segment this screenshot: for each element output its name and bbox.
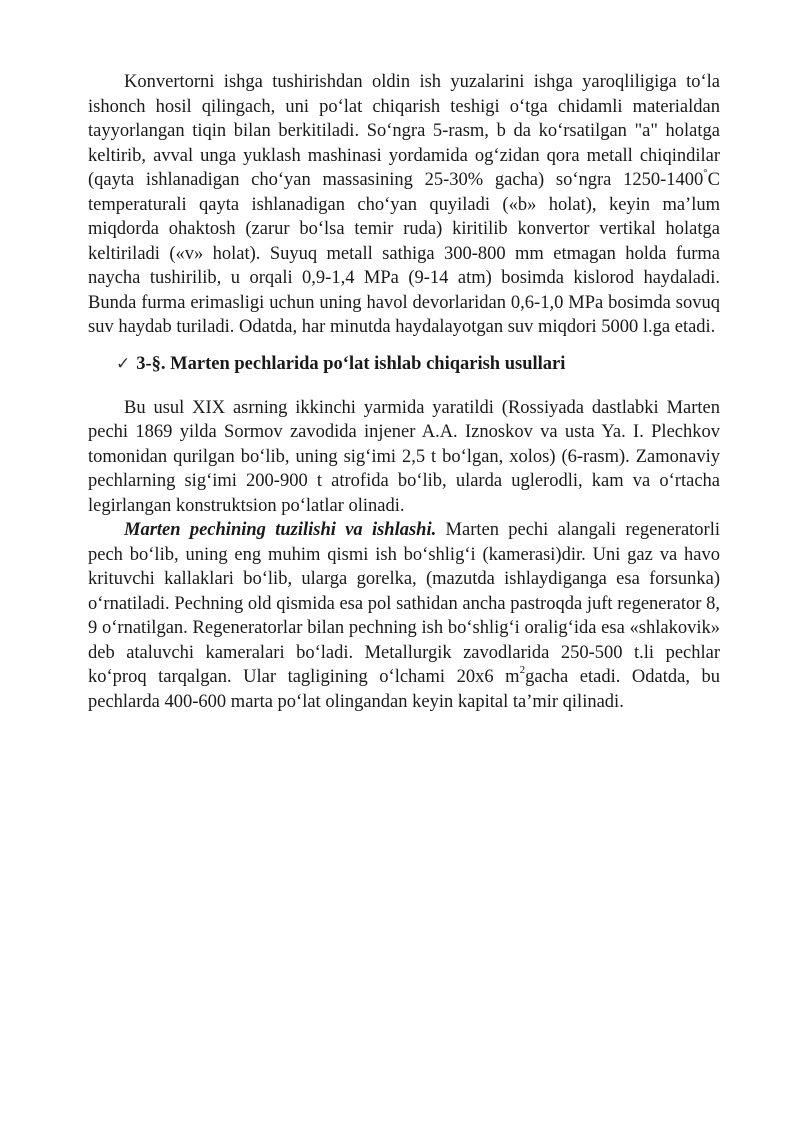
section-heading-text: 3-§. Marten pechlarida po‘lat ishlab chiqarish usullari <box>136 353 566 374</box>
paragraph-3-text-b: gacha etadi. Odatda, bu pechlarda 400-600 marta po‘lat olingandan keyin kapital ta’mir qilinadi. <box>88 667 720 712</box>
paragraph-furnace-structure <box>88 518 720 714</box>
paragraph-converter-process <box>88 70 720 340</box>
paragraph-3-text-a: Marten pechi alangali regeneratorli pech bo‘lib, uning eng muhim qismi ish bo‘shlig‘i (kamerasi)dir. Uni gaz va havo krituvchi kallaklari bo‘lib, ularga gorelka, (mazutda ishlaydiganga esa forsunka) o‘rnatiladi. Pechning old qismida esa pol sathidan ancha pastroqda juft regenerator 8, 9 o‘rnatilgan. Regeneratorlar bilan pechning ish bo‘shlig‘i oralig‘ida esa «shlakovik» deb ataluvchi kameralari bo‘ladi. Metallurgik zavodlarida 250-500 t.li pechlar ko‘proq tarqalgan. Ular tagligining o‘lchami 20x6 m <box>88 520 720 687</box>
paragraph-history <box>88 396 720 519</box>
paragraph-2-text: Bu usul XIX asrning ikkinchi yarmida yaratildi (Rossiyada dastlabki Marten pechi 1869 yilda Sormov zavodida injener A.A. Iznoskov va usta Ya. I. Plechkov tomonidan qurilgan bo‘lib, uning sig‘imi 2,5 t bo‘lgan, xolos) (6-rasm). Zamonaviy pechlarning sig‘imi 200-900 t atrofida bo‘lib, ularda uglerodli, kam va o‘rtacha legirlangan konstruktsion po‘latlar olinadi. <box>88 397 720 516</box>
paragraph-3-lead: Marten pechining tuzilishi va ishlashi. <box>124 520 437 540</box>
degree-symbol: ° <box>703 166 708 179</box>
paragraph-1-text-b: C temperaturali qayta ishlanadigan cho‘yan quyiladi («b» holat), keyin ma’lum miqdorda ohaktosh (zarur bo‘lsa temir ruda) kiritilib konvertor vertikal holatga keltiriladi («v» holat). Suyuq metall sathiga 300-800 mm etmagan holda furma naycha tushirilib, u orqali 0,9-1,4 MPa (9-14 atm) bosimda kislorod haydaladi. Bunda furma erimasligi uchun uning havol devorlaridan 0,6-1,0 MPa bosimda sovuq suv haydab turiladi. Odatda, har minutda haydalayotgan suv miqdori 5000 l.ga etadi. <box>88 170 720 337</box>
squared-superscript: 2 <box>519 663 526 676</box>
section-heading <box>88 352 720 376</box>
paragraph-1-text-a: Konvertorni ishga tushirishdan oldin ish yuzalarini ishga yaroqliligiga to‘la ishonch hosil qilingach, uni po‘lat chiqarish teshigi o‘tga chidamli materialdan tayyorlangan tiqin bilan berkitiladi. So‘ngra 5-rasm, b da ko‘rsatilgan "a" holatga keltirib, avval unga yuklash mashinasi yordamida og‘zidan qora metall chiqindilar (qayta ishlanadigan cho‘yan massasining 25-30% gacha) so‘ngra 1250-1400 <box>88 72 720 190</box>
checkmark-icon: ✓ <box>116 353 131 373</box>
document-page <box>88 70 720 714</box>
